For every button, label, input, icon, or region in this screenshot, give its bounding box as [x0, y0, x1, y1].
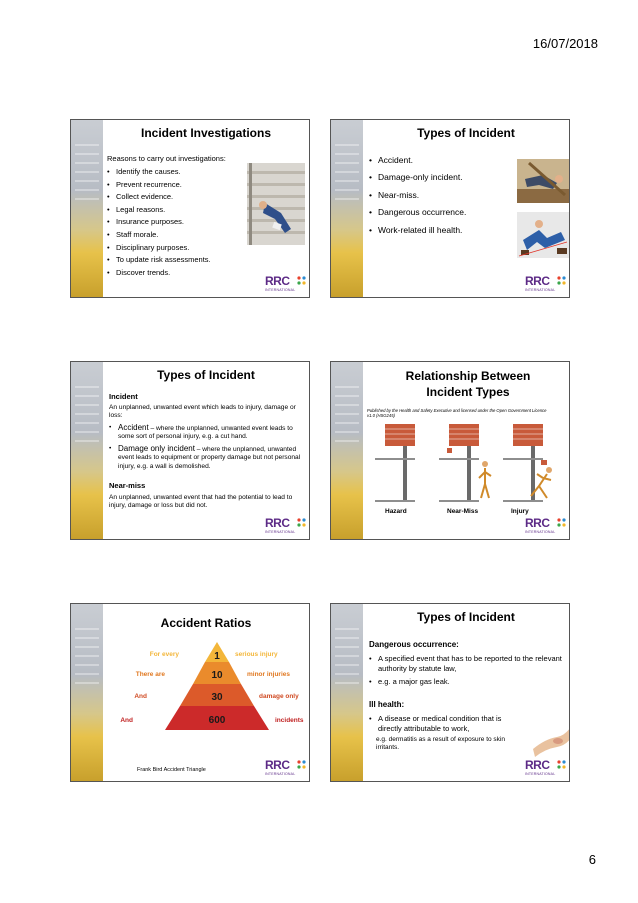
worker-injury-photo [517, 212, 569, 258]
slide-relationship-incident-types [330, 361, 570, 540]
list-item: • Accident. [369, 152, 466, 169]
list-item: • Legal reasons. [107, 204, 211, 217]
incident-heading: Incident [109, 392, 138, 401]
ratio-right-2: minor injuries [247, 671, 290, 678]
ratio-left-3: And [134, 693, 147, 700]
ratio-value-3: 30 [211, 692, 223, 703]
hazard-progression-illustration [373, 418, 563, 504]
slide-intro: Reasons to carry out investigations: [107, 154, 226, 163]
list-item: • A specified event that has to be reported to the relevant authority by statute law, [369, 654, 563, 673]
rrc-logo: RRC INTERNATIONAL [265, 759, 305, 777]
incident-subtypes-list [109, 424, 305, 471]
slide-title: Incident Investigations [140, 126, 272, 140]
list-item: • A disease or medical condition that is directly attributable to work, [369, 714, 527, 733]
ill-health-list [369, 714, 527, 733]
label-near-miss: Near-Miss [447, 508, 479, 515]
slide-title: Types of Incident [157, 368, 255, 382]
document-date: 16/07/2018 [532, 36, 598, 51]
dermatitis-elbow-photo [531, 719, 570, 757]
list-item: • Work-related ill health. [369, 222, 466, 239]
decorative-strip [71, 120, 103, 297]
licence-note: Published by the Health and Safety Executive and licensed under the Open Government Licence v1.0 (HSG245) [367, 408, 547, 418]
ratio-left-2: There are [135, 671, 165, 678]
ratio-left-1: For every [149, 651, 179, 658]
decorative-strip [71, 362, 103, 539]
rrc-logo: RRC INTERNATIONAL [525, 759, 565, 777]
slide-types-of-incident-list [330, 119, 570, 298]
decorative-strip [331, 362, 363, 539]
rrc-logo: RRC INTERNATIONAL [525, 517, 565, 535]
ratio-left-4: And [120, 717, 133, 724]
list-item: • Near-miss. [369, 187, 466, 204]
decorative-strip [331, 604, 363, 781]
label-hazard: Hazard [385, 508, 407, 515]
list-item: • Dangerous occurrence. [369, 204, 466, 221]
list-item: • Damage only incident – where the unplanned, unwanted event leads to equipment or property damage but not personal injury, e.g. a wall is demolished. [109, 445, 305, 471]
list-item: • Prevent recurrence. [107, 179, 211, 192]
ill-health-example: e.g. dermatitis as a result of exposure to skin irritants. [376, 736, 505, 752]
incident-types-list [369, 152, 466, 239]
list-item: • Disciplinary purposes. [107, 242, 211, 255]
worker-fall-photo [517, 159, 569, 203]
near-miss-definition: An unplanned, unwanted event that had the potential to lead to injury, damage or loss but did not. [109, 494, 293, 510]
ill-health-heading: Ill health: [369, 700, 405, 709]
label-injury: Injury [511, 508, 529, 515]
slide-title: Types of Incident [417, 126, 515, 140]
slide-accident-ratios [70, 603, 310, 782]
rrc-logo: RRC INTERNATIONAL [265, 275, 305, 293]
ratio-value-4: 600 [208, 715, 226, 726]
accident-ratio-pyramid [103, 638, 309, 748]
stairs-fall-photo [247, 163, 305, 245]
page-number: 6 [588, 852, 596, 867]
pyramid-caption: Frank Bird Accident Triangle [137, 767, 206, 773]
reasons-list [107, 166, 211, 279]
list-item: • Staff morale. [107, 229, 211, 242]
decorative-strip [331, 120, 363, 297]
slide-incident-investigations [70, 119, 310, 298]
slide-title: Accident Ratios [160, 616, 252, 630]
decorative-strip [71, 604, 103, 781]
list-item: • To update risk assessments. [107, 254, 211, 267]
slide-title: Types of Incident [417, 610, 515, 624]
rrc-logo: RRC INTERNATIONAL [525, 275, 565, 293]
near-miss-heading: Near-miss [109, 481, 146, 490]
slide-title: Relationship Between Incident Types [405, 369, 531, 399]
dangerous-occurrence-heading: Dangerous occurrence: [369, 640, 459, 649]
ratio-right-3: damage only [259, 693, 299, 700]
list-item: • Identify the causes. [107, 166, 211, 179]
list-item: • Insurance purposes. [107, 216, 211, 229]
incident-definition: An unplanned, unwanted event which leads to injury, damage or loss: [109, 404, 296, 420]
list-item: • Collect evidence. [107, 191, 211, 204]
slide-dangerous-occurrence-ill-health [330, 603, 570, 782]
ratio-right-4: incidents [275, 717, 304, 724]
rrc-logo: RRC INTERNATIONAL [265, 517, 305, 535]
ratio-right-1: serious injury [235, 651, 278, 658]
dangerous-occurrence-list [369, 654, 563, 687]
list-item: • Discover trends. [107, 267, 211, 280]
list-item: • e.g. a major gas leak. [369, 677, 563, 687]
slide-incident-definitions [70, 361, 310, 540]
list-item: • Damage-only incident. [369, 169, 466, 186]
ratio-value-1: 1 [214, 651, 220, 662]
ratio-value-2: 10 [211, 670, 223, 681]
list-item: • Accident – where the unplanned, unwanted event leads to some sort of personal injury, e.g. a cut hand. [109, 424, 305, 442]
